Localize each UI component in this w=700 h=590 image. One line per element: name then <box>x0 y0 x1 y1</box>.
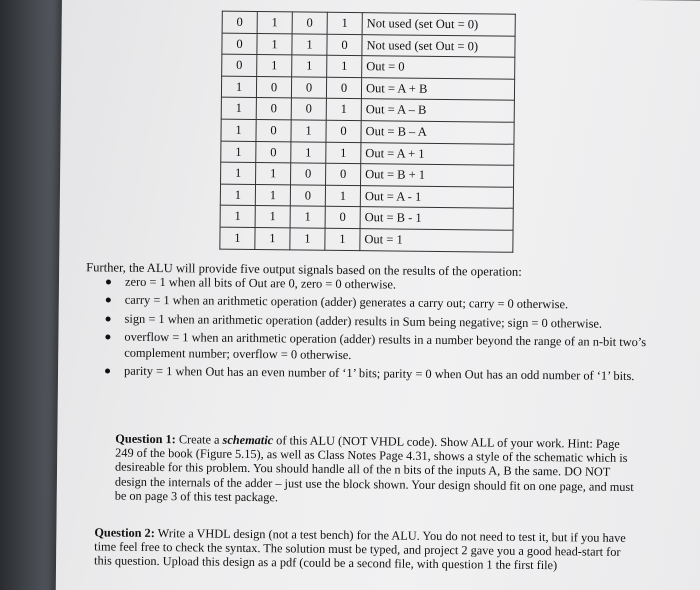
operation-cell: Out = A - 1 <box>360 185 513 208</box>
operation-cell: Out = A – B <box>361 99 514 122</box>
opcode-bit-cell: 1 <box>325 228 360 250</box>
question-1-emphasis: schematic <box>222 432 274 448</box>
opcode-bit-cell: 1 <box>292 34 327 56</box>
bullet-icon <box>105 369 110 374</box>
operation-cell: Not used (set Out = 0) <box>362 13 515 36</box>
truth-table-row <box>221 76 514 101</box>
opcode-bit-cell: 1 <box>291 120 326 142</box>
signal-carry: carry = 1 when an arithmetic operation (adder) generates a carry out; carry = 0 otherwise. <box>103 293 663 314</box>
opcode-bit-cell: 1 <box>327 55 362 77</box>
question-2: Question 2: Write a VHDL design (not a test bench) for the ALU. You do not need to test it, but if you have time feel free to check the syntax. The solution must be typed, and project 2 gave you a good head-start for this question. Upload this design as a pdf (could be a second file, with question 1 the first file) <box>93 525 626 573</box>
opcode-bit-cell: 0 <box>326 163 361 185</box>
signal-overflow: overflow = 1 when an arithmetic operation (adder) results in a number beyond the range of an n-bit two’s complement number; overflow = 0 otherwise. <box>102 330 662 367</box>
opcode-bit-cell: 0 <box>326 77 361 99</box>
operation-cell: Out = B + 1 <box>361 164 514 187</box>
opcode-bit-cell: 1 <box>257 12 292 34</box>
bullet-icon <box>105 335 110 340</box>
opcode-bit-cell: 1 <box>220 184 255 206</box>
alu-truth-table <box>219 11 515 253</box>
exam-page <box>56 0 700 590</box>
opcode-bit-cell: 0 <box>290 185 325 207</box>
opcode-bit-cell: 1 <box>221 141 256 163</box>
opcode-bit-cell: 1 <box>221 162 256 184</box>
truth-table-row <box>222 11 515 36</box>
operation-cell: Out = 1 <box>360 229 513 252</box>
opcode-bit-cell: 0 <box>256 76 291 98</box>
signal-zero: zero = 1 when all bits of Out are 0, zero = 0 otherwise. <box>103 274 663 295</box>
truth-table-row <box>220 227 513 252</box>
opcode-bit-cell: 0 <box>327 34 362 56</box>
opcode-bit-cell: 1 <box>325 185 360 207</box>
question-1-label: Question 1: <box>115 431 176 447</box>
opcode-bit-cell: 0 <box>222 33 257 55</box>
bullet-icon <box>106 279 111 284</box>
opcode-bit-cell: 0 <box>291 98 326 120</box>
signal-parity: parity = 1 when Out has an even number of ‘1’ bits; parity = 0 when Out has an odd number of ‘1’ bits. <box>102 363 662 384</box>
signal-sign: sign = 1 when an arithmetic operation (adder) results in Sum being negative; sign = 0 otherwise. <box>103 311 663 332</box>
opcode-bit-cell: 1 <box>292 55 327 77</box>
operation-cell: Out = B - 1 <box>360 207 513 230</box>
bullet-icon <box>106 298 111 303</box>
opcode-bit-cell: 0 <box>222 54 257 76</box>
opcode-bit-cell: 1 <box>256 163 291 185</box>
truth-table-row <box>222 33 515 58</box>
truth-table-row <box>221 162 514 187</box>
opcode-bit-cell: 1 <box>290 206 325 228</box>
opcode-bit-cell: 1 <box>257 55 292 77</box>
truth-table-row <box>220 206 513 231</box>
opcode-bit-cell: 1 <box>221 76 256 98</box>
output-signals-intro: Further, the ALU will provide five output signals based on the results of the operation: <box>86 260 522 279</box>
opcode-bit-cell: 1 <box>290 228 325 250</box>
question-1: Question 1: Create a schematic of this ALU (NOT VHDL code). Show ALL of your work. Hint: Page 249 of the book (Figure 5.15), as well as Class Notes Page 4.31, shows a style of the schematic which is desireable for this problem. You should handle all of the n bits of the inputs A, B the same. DO NOT design the internals of the adder – just use the block shown. Your design should fit on one page, and must be on page 3 of this test package. <box>114 431 634 505</box>
opcode-bit-cell: 0 <box>292 12 327 34</box>
truth-table-row <box>221 119 514 144</box>
output-signals-list <box>102 274 663 387</box>
opcode-bit-cell: 1 <box>221 98 256 120</box>
opcode-bit-cell: 0 <box>326 120 361 142</box>
opcode-bit-cell: 1 <box>326 99 361 121</box>
opcode-bit-cell: 0 <box>256 98 291 120</box>
truth-table-row <box>222 54 515 79</box>
operation-cell: Not used (set Out = 0) <box>362 34 515 57</box>
operation-cell: Out = 0 <box>362 56 515 79</box>
opcode-bit-cell: 0 <box>256 120 291 142</box>
truth-table-row <box>221 141 514 166</box>
bullet-icon <box>106 316 111 321</box>
opcode-bit-cell: 1 <box>326 142 361 164</box>
opcode-bit-cell: 1 <box>255 227 290 249</box>
question-2-label: Question 2: <box>94 525 155 541</box>
truth-table-row <box>220 184 513 209</box>
opcode-bit-cell: 0 <box>291 163 326 185</box>
operation-cell: Out = B – A <box>361 121 514 144</box>
opcode-bit-cell: 0 <box>325 207 360 229</box>
opcode-bit-cell: 1 <box>220 206 255 228</box>
opcode-bit-cell: 1 <box>327 12 362 34</box>
operation-cell: Out = A + 1 <box>361 142 514 165</box>
opcode-bit-cell: 1 <box>255 206 290 228</box>
opcode-bit-cell: 1 <box>220 227 255 249</box>
opcode-bit-cell: 1 <box>221 119 256 141</box>
opcode-bit-cell: 0 <box>256 141 291 163</box>
opcode-bit-cell: 0 <box>222 11 257 33</box>
opcode-bit-cell: 1 <box>255 184 290 206</box>
opcode-bit-cell: 1 <box>257 33 292 55</box>
opcode-bit-cell: 1 <box>291 141 326 163</box>
opcode-bit-cell: 0 <box>291 77 326 99</box>
operation-cell: Out = A + B <box>361 77 514 100</box>
truth-table-row <box>221 98 514 123</box>
